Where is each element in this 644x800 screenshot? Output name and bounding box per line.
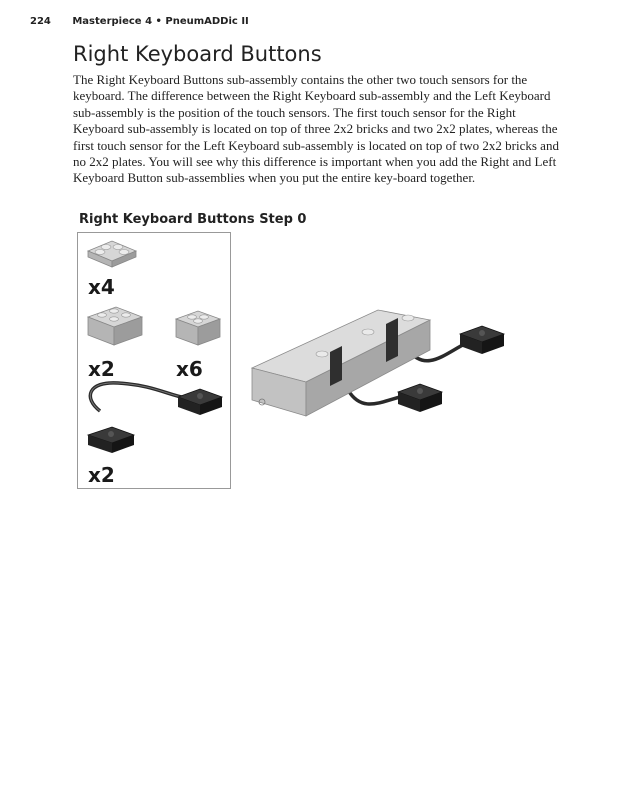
brick-2x2-icon — [176, 311, 220, 345]
running-header — [30, 16, 249, 27]
qty-touch-sensor: x2 — [88, 463, 115, 487]
assembly-illustration — [248, 290, 538, 440]
section-title: Right Keyboard Buttons — [73, 42, 322, 66]
body-text — [73, 72, 563, 187]
touch-sensor-icon — [88, 383, 222, 453]
body-paragraph: The Right Keyboard Buttons sub-assembly contains the other two touch sensors for the keyboard. The difference between the Right Keyboard sub-assembly and the Left Keyboard sub-assembly is the position of the touch sensors. The first touch sensor for the Right Keyboard sub-assembly is located on top of three 2x2 bricks and two 2x2 plates, whereas the first touch sensor for the Left Keyboard sub-assembly is located on top of two 2x2 bricks and no 2x2 plates. You will see why this difference is important when you add the Right and Left Keyboard Button sub-assemblies when you put the entire key-board together. — [73, 72, 559, 186]
parts-list-box — [77, 232, 231, 489]
plate-2x2-icon — [88, 241, 136, 267]
qty-plate: x4 — [88, 275, 115, 299]
page-number: 224 — [30, 16, 51, 27]
qty-brick-2x2: x6 — [176, 357, 203, 381]
brick-2x4-icon — [88, 307, 142, 345]
qty-brick-2x4: x2 — [88, 357, 115, 381]
step-title: Right Keyboard Buttons Step 0 — [79, 212, 307, 227]
running-title: Masterpiece 4 • PneumADDic II — [72, 16, 249, 27]
